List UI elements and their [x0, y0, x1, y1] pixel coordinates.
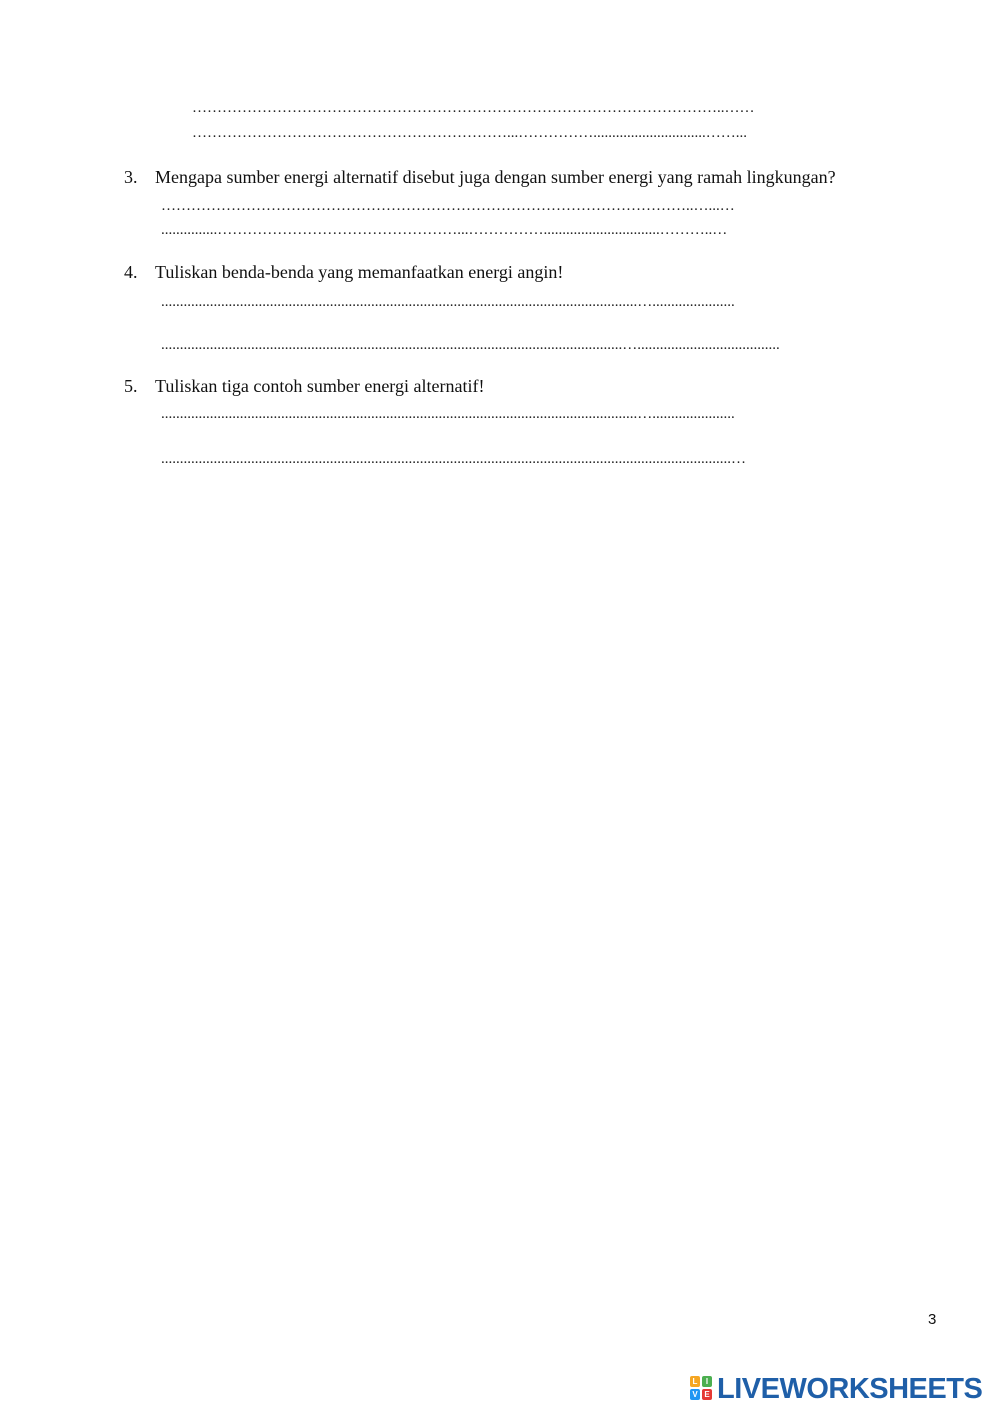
- q3-answer-line-1[interactable]: ……………………………………………………………………………………………..…...…: [161, 198, 735, 214]
- q5-answer-line-2[interactable]: ........................................................................................................................................................…: [161, 451, 746, 467]
- q2-answer-line-1[interactable]: ……………………………………………………………………………………………..……: [192, 100, 755, 116]
- logo-mark-letter-l: L: [690, 1376, 700, 1387]
- q2-answer-line-2[interactable]: ………………………………………………………...……………..............................……...: [192, 125, 747, 141]
- logo-mark-letter-i: I: [702, 1376, 712, 1387]
- q4-answer-line-2[interactable]: ...........................................................................................................................…......................................: [161, 337, 780, 353]
- question-3-text: Mengapa sumber energi alternatif disebut juga dengan sumber energi yang ramah lingkungan?: [155, 167, 836, 187]
- question-3: [124, 166, 836, 188]
- logo-mark-icon: [690, 1376, 714, 1402]
- q3-answer-line-2[interactable]: ...............…………………………………………...……………...............................………..…: [161, 222, 728, 238]
- question-5: [124, 375, 484, 397]
- question-4: [124, 261, 563, 283]
- question-3-number: 3.: [124, 167, 138, 187]
- question-5-text: Tuliskan tiga contoh sumber energi alternatif!: [155, 376, 485, 396]
- liveworksheets-logo[interactable]: [690, 1372, 982, 1406]
- q5-answer-line-1[interactable]: ...............................................................................................................................…......................: [161, 406, 735, 422]
- logo-text: LIVEWORKSHEETS: [717, 1372, 983, 1405]
- question-4-text: Tuliskan benda-benda yang memanfaatkan energi angin!: [155, 262, 564, 282]
- question-4-number: 4.: [124, 262, 138, 282]
- page-number: 3: [928, 1311, 937, 1328]
- q4-answer-line-1[interactable]: ...............................................................................................................................…......................: [161, 294, 735, 310]
- logo-mark-letter-e: E: [702, 1389, 712, 1400]
- question-5-number: 5.: [124, 376, 138, 396]
- logo-mark-letter-v: V: [690, 1389, 700, 1400]
